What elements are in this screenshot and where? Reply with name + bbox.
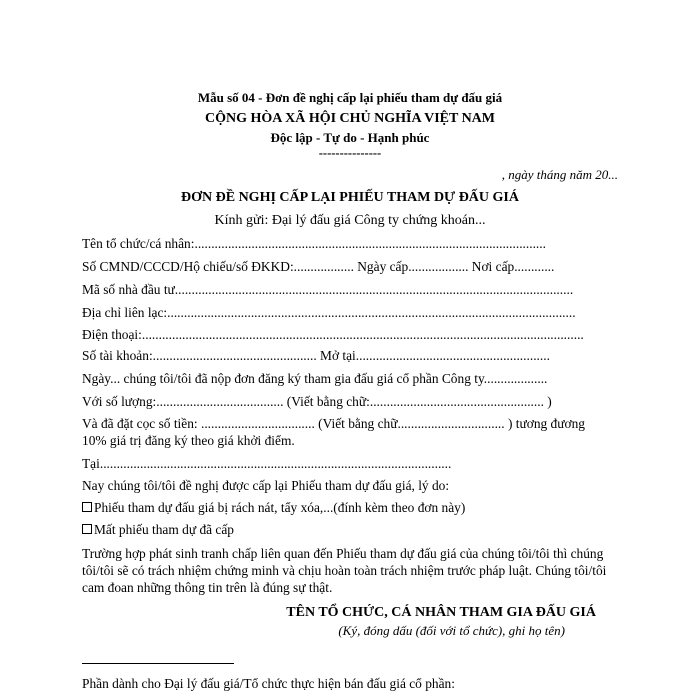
at-field: Tại......................................................................................................... [82,456,452,471]
addressee: Kính gửi: Đại lý đấu giá Công ty chứng khoán... [214,213,486,228]
header-separator: --------------- [318,146,382,160]
investor-code-field: Mã số nhà đầu tư....................................................................................................................... [82,282,574,297]
deposit-field: Và đã đặt cọc số tiền: .................................. (Viết bằng chữ................................ ) tương đương [82,416,585,431]
reason-option-lost-label: Mất phiếu tham dự đã cấp [94,522,235,537]
quantity-field: Với số lượng:...................................... (Viết bằng chữ:.................................................... ) [82,394,552,409]
reasons-intro: Nay chúng tôi/tôi đề nghị được cấp lại Phiếu tham dự đấu giá, lý do: [82,478,450,493]
footer-divider [82,663,234,664]
checkbox-icon[interactable] [82,502,92,512]
phone-field: Điện thoại:.................................................................................................................................... [82,327,584,342]
checkbox-icon[interactable] [82,524,92,534]
reason-option-lost [82,522,234,538]
reason-option-damaged-label: Phiếu tham dự đấu giá bị rách nát, tẩy xóa,...(đính kèm theo đơn này) [94,500,466,515]
registration-statement: Ngày... chúng tôi/tôi đã nộp đơn đăng ký tham gia đấu giá cổ phần Công ty................... [82,371,548,386]
country-name: CỘNG HÒA XÃ HỘI CHỦ NGHĨA VIỆT NAM [204,111,495,126]
agent-section-heading: Phần dành cho Đại lý đấu giá/Tổ chức thực hiện bán đấu giá cổ phần: [82,676,455,691]
id-info-field: Số CMND/CCCD/Hộ chiếu/số ĐKKD:.................. Ngày cấp.................. Nơi cấp............ [82,259,555,274]
address-field: Địa chỉ liên lạc:.......................................................................................................................... [82,305,576,320]
reason-option-damaged [82,500,465,516]
form-number-title: Mẫu số 04 - Đơn đề nghị cấp lại phiếu tham dự đấu giá [197,90,503,105]
national-motto: Độc lập - Tự do - Hạnh phúc [270,130,430,145]
signature-title: TÊN TỔ CHỨC, CÁ NHÂN THAM GIA ĐẤU GIÁ [286,605,596,620]
account-field: Số tài khoản:................................................. Mở tại.......................................................... [82,348,550,363]
signature-note: (Ký, đóng dấu (đối với tổ chức), ghi họ tên) [338,623,565,638]
deposit-note: 10% giá trị đăng ký theo giá khởi điểm. [82,433,295,448]
date-line: , ngày tháng năm 20... [501,167,618,182]
declaration-paragraph: Trường hợp phát sinh tranh chấp liên quan đến Phiếu tham dự đấu giá của chúng tôi/tôi thì chúng tôi/tôi sẽ có trách nhiệm chứng minh và chịu hoàn toàn trách nhiệm trước pháp luật. Chúng tôi/tôi cam đoan những thông tin trên là đúng sự thật. [82,546,607,595]
org-name-field: Tên tổ chức/cá nhân:......................................................................................................... [82,236,546,251]
document-title: ĐƠN ĐỀ NGHỊ CẤP LẠI PHIẾU THAM DỰ ĐẤU GIÁ [181,190,519,205]
